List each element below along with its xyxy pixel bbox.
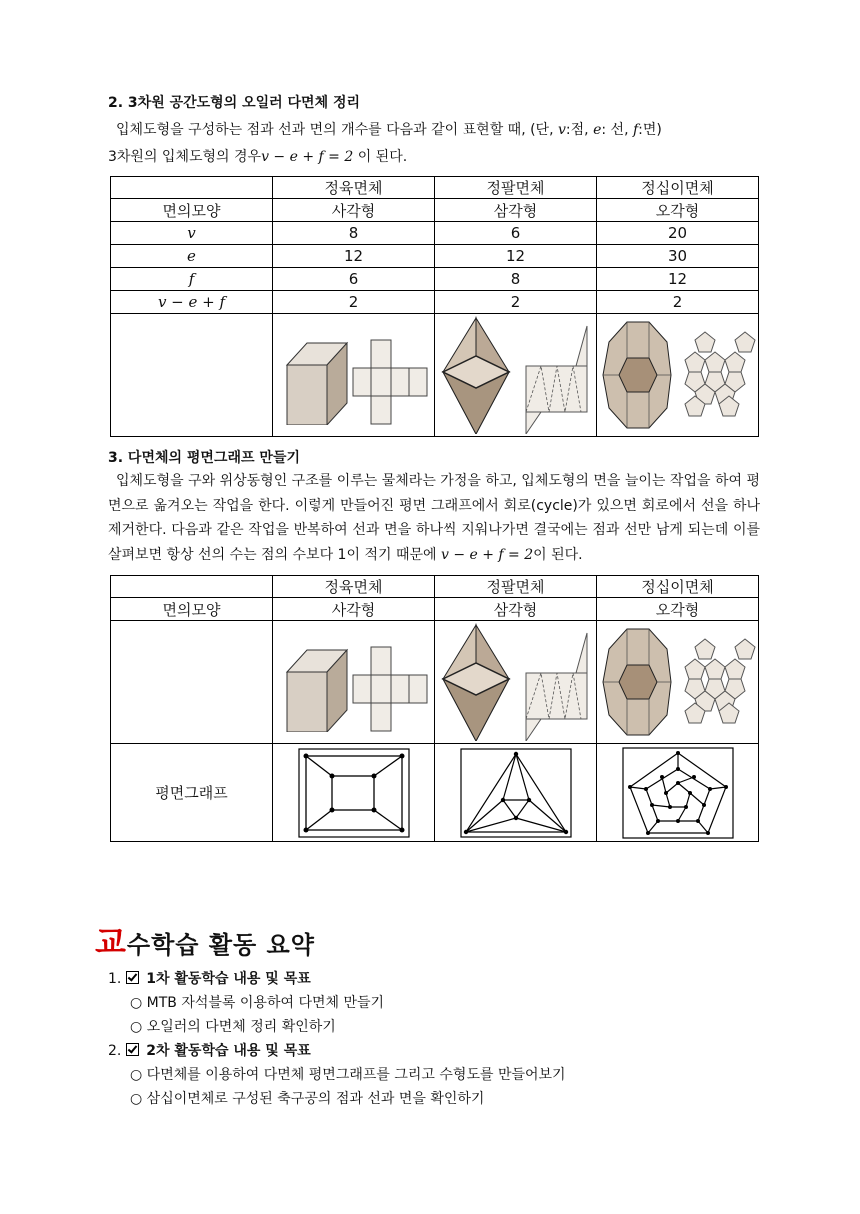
- planar-graph-table: [110, 575, 759, 842]
- table-cell: 오각형: [597, 598, 759, 621]
- summary-list: [108, 967, 566, 1111]
- euler-formula: v − e + f = 2: [261, 149, 354, 165]
- list-item: ○ 오일러의 다면체 정리 확인하기: [130, 1019, 336, 1035]
- table-row: [111, 598, 759, 621]
- table-cell: 삼각형: [435, 598, 597, 621]
- table-row: [111, 314, 759, 437]
- table-row: [111, 576, 759, 598]
- table-cell: 8: [435, 268, 597, 291]
- table-header: 정팔면체: [435, 177, 597, 199]
- dodecahedron-figure-cell: [597, 314, 759, 437]
- table-row: [111, 199, 759, 222]
- octahedron-net-illustration: [441, 316, 591, 434]
- summary-heading: 교수학습 활동 요약: [95, 923, 315, 961]
- dodecahedron-planar-graph-cell: [597, 744, 759, 842]
- cube-planar-graph-cell: [273, 744, 435, 842]
- table-cell: [111, 314, 273, 437]
- table-header: 정십이면체: [597, 177, 759, 199]
- table-row: [111, 245, 759, 268]
- table-cell: 면의모양: [111, 199, 273, 222]
- section2-line2: 3차원의 입체도형의 경우v − e + f = 2 이 된다.: [108, 149, 408, 165]
- table-cell: 면의모양: [111, 598, 273, 621]
- table-cell: f: [111, 268, 273, 291]
- octahedron-planar-graph-cell: [435, 744, 597, 842]
- list-item: 1. 1차 활동학습 내용 및 목표: [108, 971, 311, 987]
- table-cell: 삼각형: [435, 199, 597, 222]
- table-header: 정육면체: [273, 576, 435, 598]
- table-row: [111, 744, 759, 842]
- table-row: [111, 621, 759, 744]
- list-item: ○ MTB 자석블록 이용하여 다면체 만들기: [130, 995, 385, 1011]
- table-row: [111, 177, 759, 199]
- table-cell: 6: [435, 222, 597, 245]
- table-cell: 사각형: [273, 598, 435, 621]
- octahedron-planar-graph: [460, 748, 572, 838]
- table-header: 정십이면체: [597, 576, 759, 598]
- section3-title: 3. 다면체의 평면그래프 만들기: [108, 450, 300, 466]
- table-cell: 30: [597, 245, 759, 268]
- table-cell: 12: [273, 245, 435, 268]
- octahedron-figure-cell: [435, 621, 597, 744]
- table-cell: v: [111, 222, 273, 245]
- table-header: 정팔면체: [435, 576, 597, 598]
- table-row: [111, 291, 759, 314]
- cube-figure-cell: [273, 621, 435, 744]
- section2-title: 2. 3차원 공간도형의 오일러 다면체 정리: [108, 95, 361, 111]
- dodecahedron-net-illustration: [599, 627, 757, 737]
- cube-net-illustration: [279, 632, 429, 732]
- table-cell: e: [111, 245, 273, 268]
- section3-paragraph: 입체도형을 구와 위상동형인 구조를 이루는 물체라는 가정을 하고, 입체도형의 면을 늘이는 작업을 하여 평면으로 옮겨오는 작업을 한다. 이렇게 만들어진 평면 그래프에서 회로(cycle)가 있으면 회로에서 선을 하나 제거한다. 다음과 같은 작업을 반복하여 선과 면을 하나씩 지워나가면 결국에는 점과 선만 남게 되는데 이를 살펴보면 항상 선의 수는 점의 수보다 1이 적기 때문에 v − e + f = 2이 된다.: [108, 473, 760, 563]
- table-cell: 2: [435, 291, 597, 314]
- list-item: 2. 2차 활동학습 내용 및 목표: [108, 1043, 311, 1059]
- table-cell: [111, 576, 273, 598]
- table-cell: 12: [597, 268, 759, 291]
- table-header: 정육면체: [273, 177, 435, 199]
- table-cell: 2: [273, 291, 435, 314]
- checkbox-checked-icon: [126, 971, 139, 984]
- table-row: [111, 222, 759, 245]
- planar-graph-label: 평면그래프: [111, 744, 273, 842]
- cube-planar-graph: [298, 748, 410, 838]
- table-cell: 2: [597, 291, 759, 314]
- table-cell: 오각형: [597, 199, 759, 222]
- checkbox-checked-icon: [126, 1043, 139, 1056]
- euler-table: [110, 176, 759, 437]
- table-cell: 20: [597, 222, 759, 245]
- cube-net-illustration: [279, 325, 429, 425]
- table-cell: 8: [273, 222, 435, 245]
- octahedron-figure-cell: [435, 314, 597, 437]
- list-item: ○ 삼십이면체로 구성된 축구공의 점과 선과 면을 확인하기: [130, 1091, 485, 1107]
- dodecahedron-figure-cell: [597, 621, 759, 744]
- table-cell: [111, 621, 273, 744]
- table-cell: [111, 177, 273, 199]
- table-cell: 사각형: [273, 199, 435, 222]
- table-cell: 12: [435, 245, 597, 268]
- cube-figure-cell: [273, 314, 435, 437]
- octahedron-net-illustration: [441, 623, 591, 741]
- dodecahedron-planar-graph: [622, 747, 734, 839]
- table-cell: 6: [273, 268, 435, 291]
- table-cell: v − e + f: [111, 291, 273, 314]
- table-row: [111, 268, 759, 291]
- section2-line1: 입체도형을 구성하는 점과 선과 면의 개수를 다음과 같이 표현할 때, (단, v:점, e: 선, f:면): [116, 122, 662, 138]
- dodecahedron-net-illustration: [599, 320, 757, 430]
- list-item: ○ 다면체를 이용하여 다면체 평면그래프를 그리고 수형도를 만들어보기: [130, 1067, 566, 1083]
